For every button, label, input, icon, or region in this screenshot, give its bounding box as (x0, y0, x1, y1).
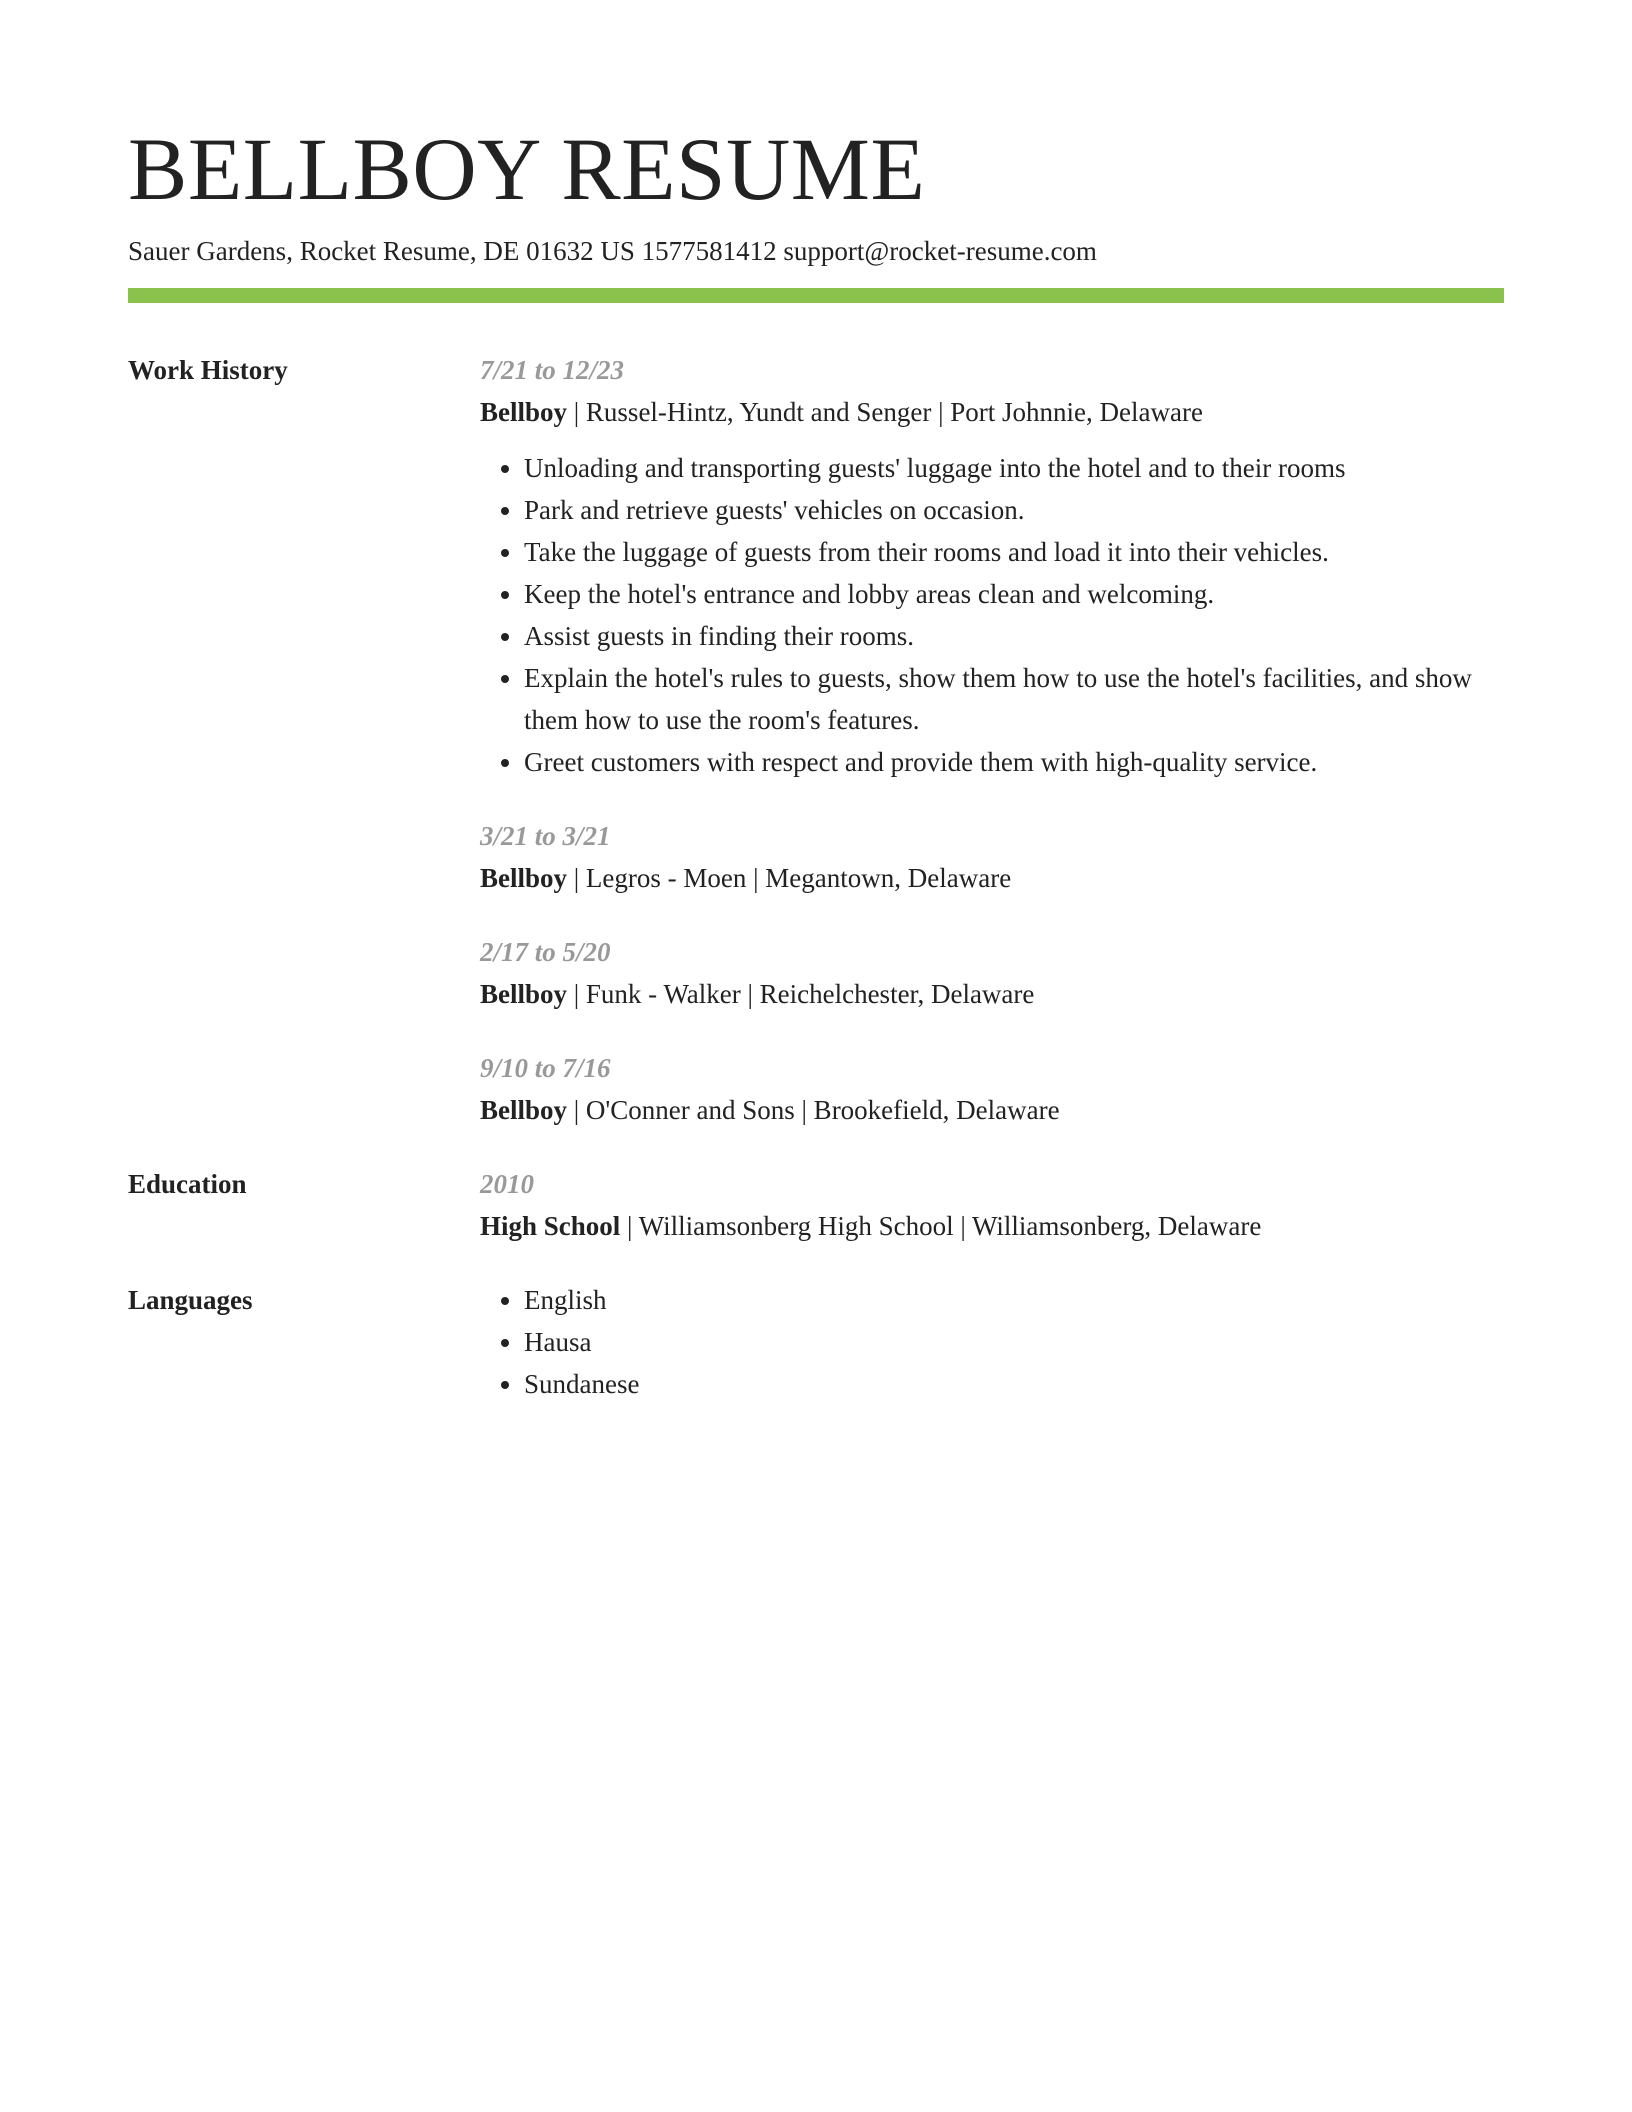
job-duties-list (480, 447, 1504, 783)
header-divider (128, 288, 1504, 303)
resume-page (128, 118, 1504, 1405)
job-entry (480, 931, 1504, 1015)
section-label-work-history: Work History (128, 355, 288, 385)
list-item: • Explain the hotel's rules to guests, show them how to use the hotel's facilities, and show them how to use the room's features. (524, 657, 1504, 741)
education-section (128, 1163, 1504, 1247)
job-details: | Funk - Walker | Reichelchester, Delaware (567, 979, 1035, 1009)
contact-line: Sauer Gardens, Rocket Resume, DE 01632 US 1577581412 support@rocket-resume.com (128, 236, 1097, 266)
job-date: 2/17 to 5/20 (480, 937, 611, 967)
list-item: • Assist guests in finding their rooms. (524, 615, 1504, 657)
languages-body (480, 1279, 1504, 1405)
languages-section (128, 1279, 1504, 1405)
job-role-line (480, 391, 1504, 433)
languages-list (480, 1279, 1504, 1405)
job-entry (480, 349, 1504, 783)
list-item: • Keep the hotel's entrance and lobby areas clean and welcoming. (524, 573, 1504, 615)
job-details: | O'Conner and Sons | Brookefield, Delaware (567, 1095, 1060, 1125)
job-entry (480, 1047, 1504, 1131)
job-title: Bellboy (480, 863, 568, 893)
resume-title: BELLBOY RESUME (128, 121, 926, 219)
section-label-languages: Languages (128, 1285, 253, 1315)
list-item: • Unloading and transporting guests' luggage into the hotel and to their rooms (524, 447, 1504, 489)
list-item: • Take the luggage of guests from their rooms and load it into their vehicles. (524, 531, 1504, 573)
education-body (480, 1163, 1504, 1247)
education-title: High School (480, 1211, 621, 1241)
education-line (480, 1205, 1504, 1247)
job-entry (480, 815, 1504, 899)
section-label-education: Education (128, 1169, 247, 1199)
job-title: Bellboy (480, 979, 568, 1009)
list-item: • Greet customers with respect and provide them with high-quality service. (524, 741, 1504, 783)
job-role-line (480, 1089, 1504, 1131)
education-date: 2010 (480, 1169, 534, 1199)
job-details: | Legros - Moen | Megantown, Delaware (567, 863, 1012, 893)
job-date: 3/21 to 3/21 (480, 821, 611, 851)
job-details: | Russel-Hintz, Yundt and Senger | Port Johnnie, Delaware (567, 397, 1203, 427)
list-item: • English (524, 1279, 1504, 1321)
list-item: • Hausa (524, 1321, 1504, 1363)
list-item: • Park and retrieve guests' vehicles on occasion. (524, 489, 1504, 531)
list-item: • Sundanese (524, 1363, 1504, 1405)
job-title: Bellboy (480, 1095, 568, 1125)
job-date: 9/10 to 7/16 (480, 1053, 611, 1083)
work-history-section (128, 349, 1504, 1131)
job-role-line (480, 857, 1504, 899)
job-title: Bellboy (480, 397, 568, 427)
work-history-body (480, 349, 1504, 1131)
job-role-line (480, 973, 1504, 1015)
education-details: | Williamsonberg High School | Williamsonberg, Delaware (620, 1211, 1262, 1241)
job-date: 7/21 to 12/23 (480, 355, 625, 385)
